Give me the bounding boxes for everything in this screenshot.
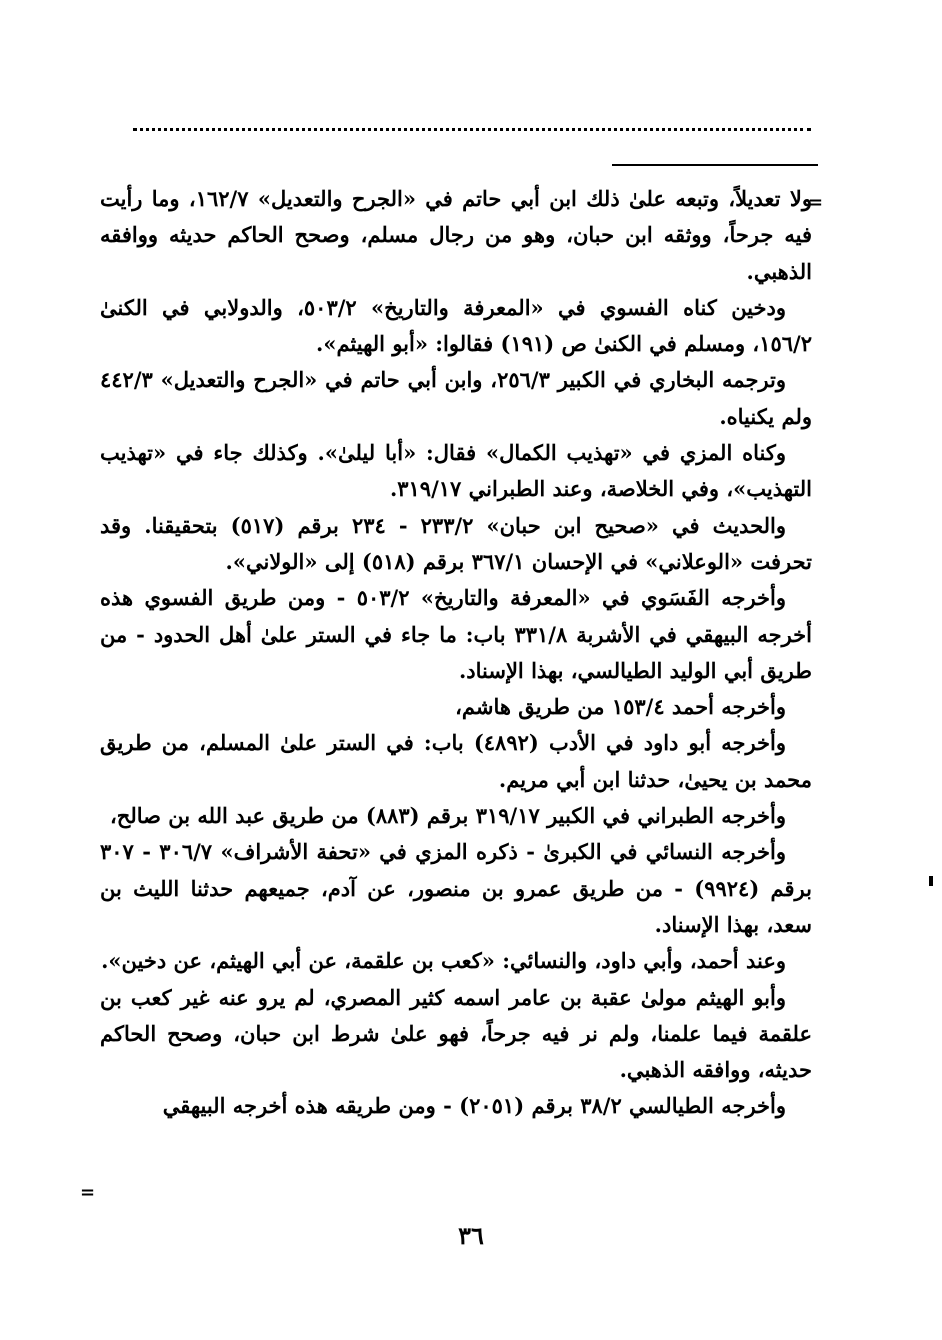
- footnote-paragraph: وأخرجه الفَسَوي في «المعرفة والتاريخ» ٥٠٣/٢ - ومن طريق الفسوي هذه أخرجه البيهقي في الأشربة ٣٣١/٨ باب: ما جاء في الستر علىٰ أهل الحدود - من طريق أبي الوليد الطيالسي، بهذا الإسناد.: [100, 585, 812, 683]
- footnote-paragraph: وأخرجه الطبراني في الكبير ٣١٩/١٧ برقم (٨٨٣) من طريق عبد الله بن صالح،: [110, 803, 786, 829]
- footnote-paragraph: ودخين كناه الفسوي في «المعرفة والتاريخ» ٥٠٣/٢، والدولابي في الكنىٰ ١٥٦/٢، ومسلم في الكنىٰ ص (١٩١) فقالوا: «أبو الهيثم».: [100, 294, 812, 357]
- footnote-paragraph: وأخرجه الطيالسي ٣٨/٢ برقم (٢٠٥١) - ومن طريقه هذه أخرجه البيهقي: [162, 1093, 786, 1119]
- footnote-paragraph: ولا تعديلاً، وتبعه علىٰ ذلك ابن أبي حاتم في «الجرح والتعديل» ١٦٢/٧، وما رأيت فيه جرحاً، ووثقه ابن حبان، وهو من رجال مسلم، وصحح الحاكم حديثه ووافقه الذهبي.: [100, 186, 812, 284]
- footnote-paragraph: وكناه المزي في «تهذيب الكمال» فقال: «أبا ليلىٰ». وكذلك جاء في «تهذيب التهذيب»، وفي الخلاصة، وعند الطبراني ٣١٩/١٧.: [100, 440, 812, 502]
- footnote-paragraph: وترجمه البخاري في الكبير ٢٥٦/٣، وابن أبي حاتم في «الجرح والتعديل» ٤٤٢/٣ ولم يكنياه.: [100, 367, 812, 429]
- footnote-paragraph: وأخرجه أحمد ١٥٣/٤ من طريق هاشم،: [455, 694, 786, 720]
- footnote-paragraph: والحديث في «صحيح ابن حبان» ٢٣٣/٢ - ٢٣٤ برقم (٥١٧) بتحقيقنا. وقد تحرفت «الوعلاني» في الإحسان ٣٦٧/١ برقم (٥١٨) إلى «الولاني».: [100, 512, 812, 574]
- footnote-paragraph: وأبو الهيثم مولىٰ عقبة بن عامر اسمه كثير المصري، لم يرو عنه غير كعب بن علقمة فيما علمنا، ولم نر فيه جرحاً، فهو علىٰ شرط ابن حبان، وصحح الحاكم حديثه، ووافقه الذهبي.: [100, 984, 812, 1083]
- footnote-paragraph: وأخرجه أبو داود في الأدب (٤٨٩٢) باب: في الستر علىٰ المسلم، من طريق محمد بن يحيىٰ، حدثنا ابن أبي مريم.: [100, 730, 812, 792]
- continuation-mark: =: [808, 192, 824, 213]
- margin-mark: [929, 876, 933, 886]
- continuation-mark-end: =: [80, 1182, 96, 1203]
- dotted-separator: [133, 128, 811, 131]
- footnote-rule: [612, 164, 818, 166]
- footnote-paragraph: وأخرجه النسائي في الكبرىٰ - ذكره المزي في «تحفة الأشراف» ٣٠٦/٧ - ٣٠٧ برقم (٩٩٢٤) - من طريق عمرو بن منصور، عن آدم، جميعهم حدثنا الليث بن سعد، بهذا الإسناد.: [100, 839, 812, 937]
- page-number: ٣٦: [458, 1221, 484, 1250]
- footnote-text: [100, 181, 812, 1125]
- footnote-paragraph: وعند أحمد، وأبي داود، والنسائي: «كعب بن علقمة، عن أبي الهيثم، عن دخين».: [101, 948, 786, 974]
